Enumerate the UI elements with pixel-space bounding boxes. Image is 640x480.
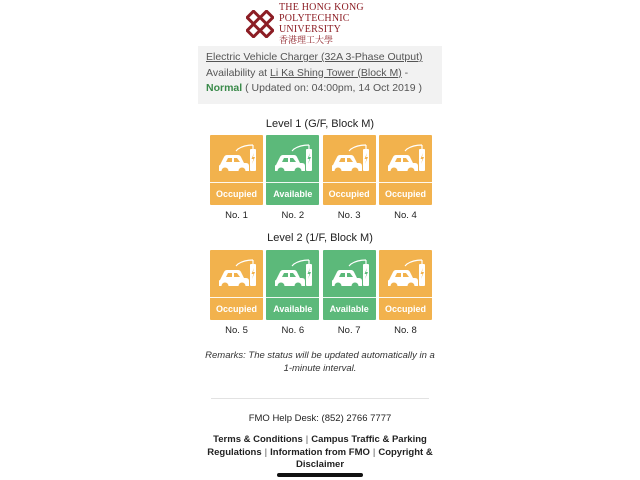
charger-tile[interactable] <box>266 135 319 205</box>
slot-status-label: Available <box>266 182 319 205</box>
availability-prefix: Availability at <box>206 66 268 79</box>
slot-number: No. 6 <box>281 325 305 336</box>
level-2-title: Level 2 (1/F, Block M) <box>267 232 373 244</box>
fmo-info-link[interactable]: Information from FMO <box>270 446 370 458</box>
charger-slot-7[interactable] <box>323 250 376 336</box>
traffic-regulations-link[interactable]: Campus Traffic & Parking Regulations <box>207 434 427 458</box>
link-separator: | <box>264 446 268 458</box>
slot-number: No. 7 <box>337 325 361 336</box>
home-indicator[interactable] <box>277 473 363 477</box>
charger-tile[interactable] <box>210 135 263 205</box>
charger-slot-8[interactable] <box>379 250 432 336</box>
logo-text-line1: THE HONG KONG <box>279 2 364 13</box>
footer-divider <box>211 398 429 399</box>
helpdesk-phone: FMO Help Desk: (852) 2766 7777 <box>248 413 392 424</box>
charger-slot-5[interactable] <box>210 250 263 336</box>
charger-slot-1[interactable] <box>210 135 263 221</box>
slot-status-label: Occupied <box>210 182 263 205</box>
dash: - <box>401 66 409 79</box>
charger-tile[interactable] <box>323 135 376 205</box>
footer-links <box>200 434 440 472</box>
charger-slot-2[interactable] <box>266 135 319 221</box>
copyright-link[interactable]: Copyright & Disclaimer <box>295 446 433 470</box>
slot-status-label: Occupied <box>323 182 376 205</box>
charger-tile[interactable] <box>379 135 432 205</box>
charger-info-box <box>198 46 442 104</box>
slot-number: No. 1 <box>225 210 248 221</box>
charger-tile[interactable] <box>323 250 376 320</box>
slot-status-label: Available <box>266 297 319 320</box>
logo-text-line2: POLYTECHNIC UNIVERSITY <box>279 13 350 35</box>
charger-type-link[interactable]: Electric Vehicle Charger (32A 3-Phase Output) <box>206 51 423 63</box>
level-1-title: Level 1 (G/F, Block M) <box>265 118 375 130</box>
slot-number: No. 4 <box>394 210 417 221</box>
slot-status-label: Occupied <box>379 297 432 320</box>
university-logo <box>246 2 406 45</box>
slot-number: No. 2 <box>281 210 305 221</box>
slot-status-label: Occupied <box>379 182 432 205</box>
open-paren: ( <box>242 82 249 94</box>
charger-slot-3[interactable] <box>323 135 376 221</box>
link-separator: | <box>372 446 376 458</box>
location-link[interactable]: Li Ka Shing Tower (Block M) <box>270 66 402 79</box>
charger-slot-6[interactable] <box>266 250 319 336</box>
link-separator: | <box>305 434 309 445</box>
slot-number: No. 5 <box>225 325 248 336</box>
slot-status-label: Occupied <box>210 297 263 320</box>
remarks-text: Remarks: The status will be updated automatically in a 1-minute interval. <box>205 350 435 374</box>
status-text: Normal <box>206 82 243 94</box>
charger-tile[interactable] <box>210 250 263 320</box>
level-2-grid <box>210 250 432 336</box>
slot-number: No. 8 <box>394 325 417 336</box>
charger-tile[interactable] <box>266 250 319 320</box>
polyu-logo-icon <box>246 10 274 38</box>
logo-text-zh: 香港理工大學 <box>279 35 334 45</box>
slot-status-label: Available <box>323 297 376 320</box>
slot-number: No. 3 <box>337 210 361 221</box>
terms-link[interactable]: Terms & Conditions <box>213 434 303 445</box>
level-1-grid <box>210 135 432 221</box>
charger-slot-4[interactable] <box>379 135 432 221</box>
charger-tile[interactable] <box>379 250 432 320</box>
updated-timestamp: Updated on: 04:00pm, 14 Oct 2019 ) <box>251 82 422 94</box>
